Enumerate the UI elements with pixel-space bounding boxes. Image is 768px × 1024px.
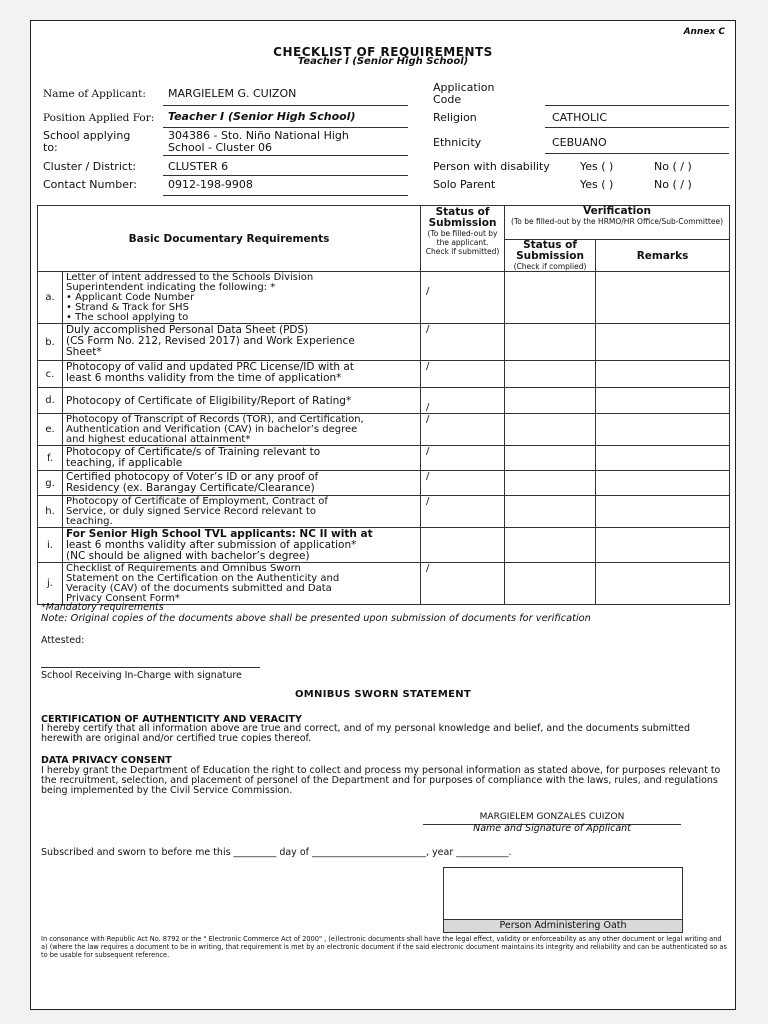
table-row xyxy=(38,361,730,388)
solo-parent-label: Solo Parent xyxy=(433,178,496,191)
row-status-checkbox[interactable] xyxy=(421,528,505,563)
row-remarks-field[interactable] xyxy=(596,388,730,414)
row-verified-checkbox[interactable] xyxy=(505,446,596,471)
pwd-label: Person with disability xyxy=(433,160,550,173)
contact-underline xyxy=(163,195,408,196)
name-value[interactable]: MARGIELEM G. CUIZON xyxy=(168,87,297,100)
row-verified-checkbox[interactable] xyxy=(505,528,596,563)
row-letter: c. xyxy=(38,361,63,388)
table-row xyxy=(38,563,730,605)
row-requirement: Photocopy of Certificate/s of Training relevant to teaching, if applicable xyxy=(63,446,421,471)
attested-label: Attested: xyxy=(41,635,85,646)
name-underline xyxy=(163,105,408,106)
school-value-2[interactable]: School - Cluster 06 xyxy=(168,141,273,154)
table-header-row xyxy=(38,206,730,240)
row-verified-checkbox[interactable] xyxy=(505,563,596,605)
row-remarks-field[interactable] xyxy=(596,471,730,496)
row-remarks-field[interactable] xyxy=(596,563,730,605)
solo-yes-checkbox[interactable]: Yes ( ) xyxy=(580,178,614,191)
row-requirement: For Senior High School TVL applicants: NC II with at least 6 months validity after submission of application* (NC should be aligned with bachelor’s degree) xyxy=(63,528,421,563)
row-verified-checkbox[interactable] xyxy=(505,361,596,388)
row-status-checkbox[interactable]: / xyxy=(421,361,505,388)
position-value[interactable]: Teacher I (Senior High School) xyxy=(168,110,356,123)
pwd-yes-checkbox[interactable]: Yes ( ) xyxy=(580,160,614,173)
row-remarks-field[interactable] xyxy=(596,446,730,471)
table-row xyxy=(38,471,730,496)
row-requirement: Certified photocopy of Voter’s ID or any proof of Residency (ex. Barangay Certificate/Clearance) xyxy=(63,471,421,496)
app-code-label-1: Application xyxy=(433,81,495,94)
cluster-value[interactable]: CLUSTER 6 xyxy=(168,160,229,173)
col-requirements-header: Basic Documentary Requirements xyxy=(38,206,421,272)
row-verified-checkbox[interactable] xyxy=(505,388,596,414)
ethnicity-underline xyxy=(545,153,729,154)
ethnicity-label: Ethnicity xyxy=(433,136,482,149)
row-verified-checkbox[interactable] xyxy=(505,324,596,361)
row-remarks-field[interactable] xyxy=(596,272,730,324)
omnibus-title: OMNIBUS SWORN STATEMENT xyxy=(295,689,471,700)
cluster-label: Cluster / District: xyxy=(43,160,136,173)
row-letter: h. xyxy=(38,496,63,528)
col-verification-header: Verification (To be filled-out by the HRMO/HR Office/Sub-Committee) xyxy=(505,206,730,240)
row-status-checkbox[interactable]: / xyxy=(421,563,505,605)
form-title: CHECKLIST OF REQUIREMENTS xyxy=(273,45,493,59)
row-status-checkbox[interactable]: / xyxy=(421,446,505,471)
row-verified-checkbox[interactable] xyxy=(505,272,596,324)
row-status-checkbox[interactable]: / xyxy=(421,272,505,324)
oath-signature-box[interactable] xyxy=(443,867,683,933)
ethnicity-value[interactable]: CEBUANO xyxy=(552,136,607,149)
checklist-form xyxy=(30,20,736,1010)
col-status-header: Status of Submission (To be filled-out by the applicant. Check if submitted) xyxy=(421,206,505,272)
position-underline xyxy=(163,127,408,128)
row-remarks-field[interactable] xyxy=(596,414,730,446)
solo-no-checkbox[interactable]: No ( / ) xyxy=(654,178,692,191)
requirements-table xyxy=(37,205,730,605)
row-requirement: Checklist of Requirements and Omnibus Sworn Statement on the Certification on the Authenticity and Veracity (CAV) of the documents submitted and Data Privacy Consent Form* xyxy=(63,563,421,605)
religion-underline xyxy=(545,127,729,128)
table-row xyxy=(38,496,730,528)
school-receiving-label: School Receiving In-Charge with signature xyxy=(41,670,242,681)
row-remarks-field[interactable] xyxy=(596,528,730,563)
applicant-signature-caption: Name and Signature of Applicant xyxy=(473,823,631,834)
mandatory-note: *Mandatory requirements xyxy=(41,602,164,613)
row-verified-checkbox[interactable] xyxy=(505,414,596,446)
row-letter: a. xyxy=(38,272,63,324)
table-row xyxy=(38,324,730,361)
row-remarks-field[interactable] xyxy=(596,496,730,528)
row-letter: d. xyxy=(38,388,63,414)
certification-title: CERTIFICATION OF AUTHENTICITY AND VERACITY xyxy=(41,714,302,725)
contact-value[interactable]: 0912-198-9908 xyxy=(168,178,253,191)
table-row xyxy=(38,414,730,446)
row-requirement: Letter of intent addressed to the Schools Division Superintendent indicating the following: * • Applicant Code Number • Strand & Track for SHS • The school applying to xyxy=(63,272,421,324)
row-requirement: Photocopy of Transcript of Records (TOR), and Certification, Authentication and Verification (CAV) in bachelor’s degree and highest educational attainment* xyxy=(63,414,421,446)
app-code-underline xyxy=(545,105,729,106)
row-status-checkbox[interactable]: / xyxy=(421,496,505,528)
sworn-statement[interactable]: Subscribed and sworn to before me this _________ day of ________________________, year ___________. xyxy=(41,847,512,858)
religion-value[interactable]: CATHOLIC xyxy=(552,111,608,124)
contact-label: Contact Number: xyxy=(43,178,137,191)
electronic-commerce-footnote: In consonance with Republic Act No. 8792 or the " Electronic Commerce Act of 2000" , (e)lectronic documents shall have the legal effect, validity or enforceability as any other document or legal writing and a) (where the law requires a document to be in writing, that requirement is met by an electronic document if the said electronic document maintains its integrity and reliability and can be authenticated so as to be usable for subsequent reference. xyxy=(41,935,727,959)
row-letter: g. xyxy=(38,471,63,496)
row-status-checkbox[interactable]: / xyxy=(421,388,505,414)
table-row xyxy=(38,272,730,324)
row-remarks-field[interactable] xyxy=(596,324,730,361)
certification-text: I hereby certify that all information above are true and correct, and of my personal knowledge and belief, and the documents submitted herewith are original and/or certified true copies thereof. xyxy=(41,723,691,744)
table-row xyxy=(38,446,730,471)
cluster-underline xyxy=(163,175,408,176)
privacy-title: DATA PRIVACY CONSENT xyxy=(41,755,172,766)
annex-label: Annex C xyxy=(683,27,725,37)
row-letter: f. xyxy=(38,446,63,471)
row-requirement: Duly accomplished Personal Data Sheet (PDS) (CS Form No. 212, Revised 2017) and Work Experience Sheet* xyxy=(63,324,421,361)
table-row xyxy=(38,528,730,563)
school-underline xyxy=(163,155,408,156)
position-label: Position Applied For: xyxy=(43,112,155,124)
table-row xyxy=(38,388,730,414)
row-letter: b. xyxy=(38,324,63,361)
pwd-no-checkbox[interactable]: No ( / ) xyxy=(654,160,692,173)
row-verified-checkbox[interactable] xyxy=(505,496,596,528)
form-subtitle: Teacher I (Senior High School) xyxy=(297,56,469,67)
original-copies-note: Note: Original copies of the documents above shall be presented upon submission of documents for verification xyxy=(41,613,591,624)
row-requirement: Photocopy of Certificate of Eligibility/Report of Rating* xyxy=(63,388,421,414)
row-status-checkbox[interactable]: / xyxy=(421,324,505,361)
attested-signature-line[interactable] xyxy=(41,667,260,668)
row-requirement: Photocopy of valid and updated PRC License/ID with at least 6 months validity from the time of application* xyxy=(63,361,421,388)
row-letter: j. xyxy=(38,563,63,605)
row-letter: i. xyxy=(38,528,63,563)
applicant-signatory-name: MARGIELEM GONZALES CUIZON xyxy=(479,812,625,822)
row-status-checkbox[interactable]: / xyxy=(421,471,505,496)
col-ver-status-header: Status of Submission (Check if complied) xyxy=(505,240,596,272)
school-label-2: to: xyxy=(43,141,58,154)
row-remarks-field[interactable] xyxy=(596,361,730,388)
col-remarks-header: Remarks xyxy=(596,240,730,272)
religion-label: Religion xyxy=(433,111,477,124)
oath-label: Person Administering Oath xyxy=(444,919,682,932)
school-label-1: School applying xyxy=(43,129,131,142)
row-letter: e. xyxy=(38,414,63,446)
row-requirement: Photocopy of Certificate of Employment, Contract of Service, or duly signed Service Record relevant to teaching. xyxy=(63,496,421,528)
app-code-label-2: Code xyxy=(433,93,462,106)
name-label: Name of Applicant: xyxy=(43,88,146,100)
privacy-text: I hereby grant the Department of Education the right to collect and process my personal information as stated above, for purposes relevant to the recruitment, selection, and placement of personel of the Department and for purposes of compliance with the laws, rules, and regulations being implemented by the Civil Service Commission. xyxy=(41,765,721,796)
row-status-checkbox[interactable]: / xyxy=(421,414,505,446)
school-value-1[interactable]: 304386 - Sto. Niño National High xyxy=(168,129,349,142)
row-verified-checkbox[interactable] xyxy=(505,471,596,496)
